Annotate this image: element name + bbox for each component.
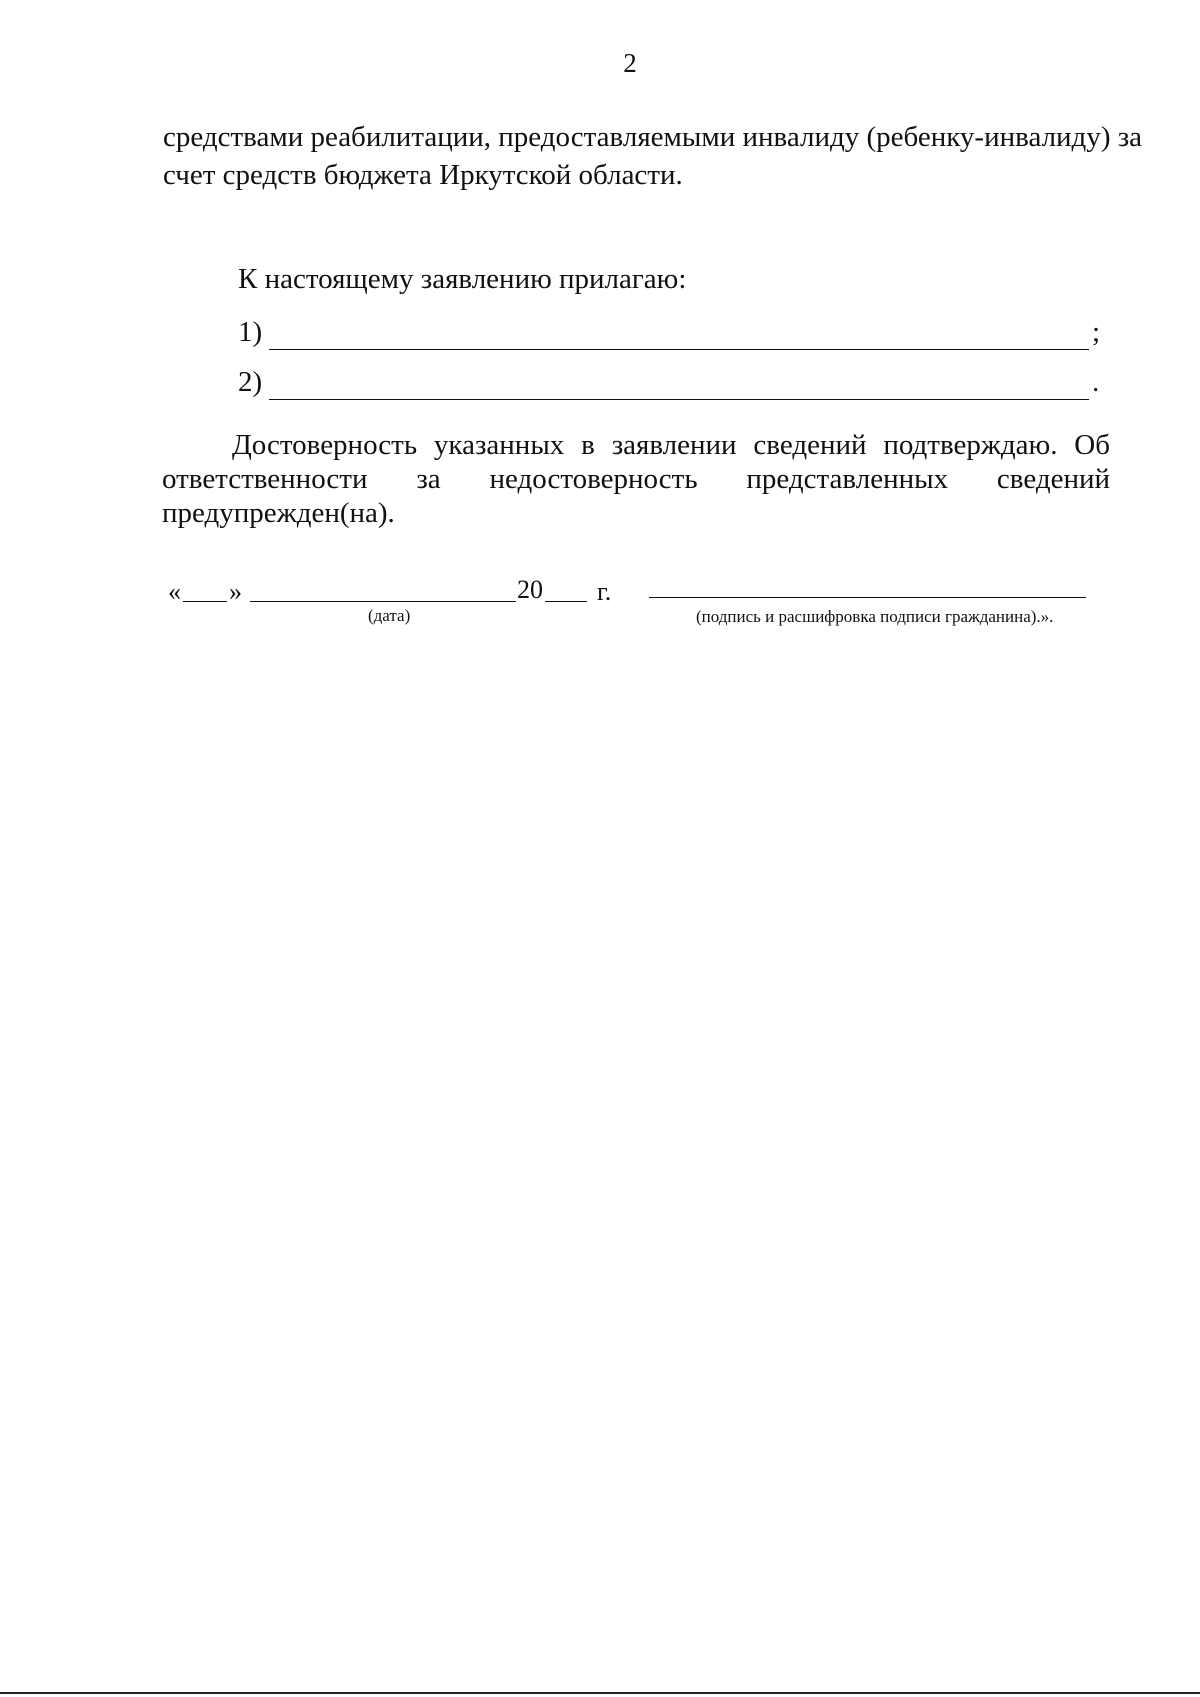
day-fill-line [183,601,227,602]
attachment-terminator: ; [1092,316,1101,348]
attachment-item-2 [238,366,1102,406]
year-suffix: г. [597,577,612,606]
year-fill-line [545,601,587,602]
certification-line-2: ответственности за недостоверность представленных сведений [162,463,1110,495]
page-bottom-edge [0,1692,1200,1694]
attachment-terminator: . [1092,366,1100,398]
day-quote-open: « [168,577,181,606]
certification-line-1: Достоверность указанных в заявлении сведений подтверждаю. Об [232,429,1110,461]
attachment-number: 2) [238,366,263,398]
certification-line-3: предупрежден(на). [162,497,395,529]
month-fill-line [250,601,516,602]
certification-paragraph [162,428,1110,530]
day-quote-close: » [229,577,242,606]
signature-fill-line [649,597,1086,598]
page-number: 2 [623,48,637,78]
signature-caption: (подпись и расшифровка подписи гражданина).». [696,607,1054,626]
attachments-title: К настоящему заявлению прилагаю: [238,263,687,295]
attachment-item-1 [238,316,1102,356]
attachment-number: 1) [238,316,263,348]
date-caption: (дата) [368,606,411,625]
attachment-fill-line [269,399,1089,400]
year-prefix: 20 [517,575,543,604]
intro-line-2: счет средств бюджета Иркутской области. [163,159,683,191]
attachment-fill-line [269,349,1089,350]
intro-line-1: средствами реабилитации, предоставляемыми инвалиду (ребенку-инвалиду) за [163,121,1143,153]
intro-paragraph [163,118,1143,194]
